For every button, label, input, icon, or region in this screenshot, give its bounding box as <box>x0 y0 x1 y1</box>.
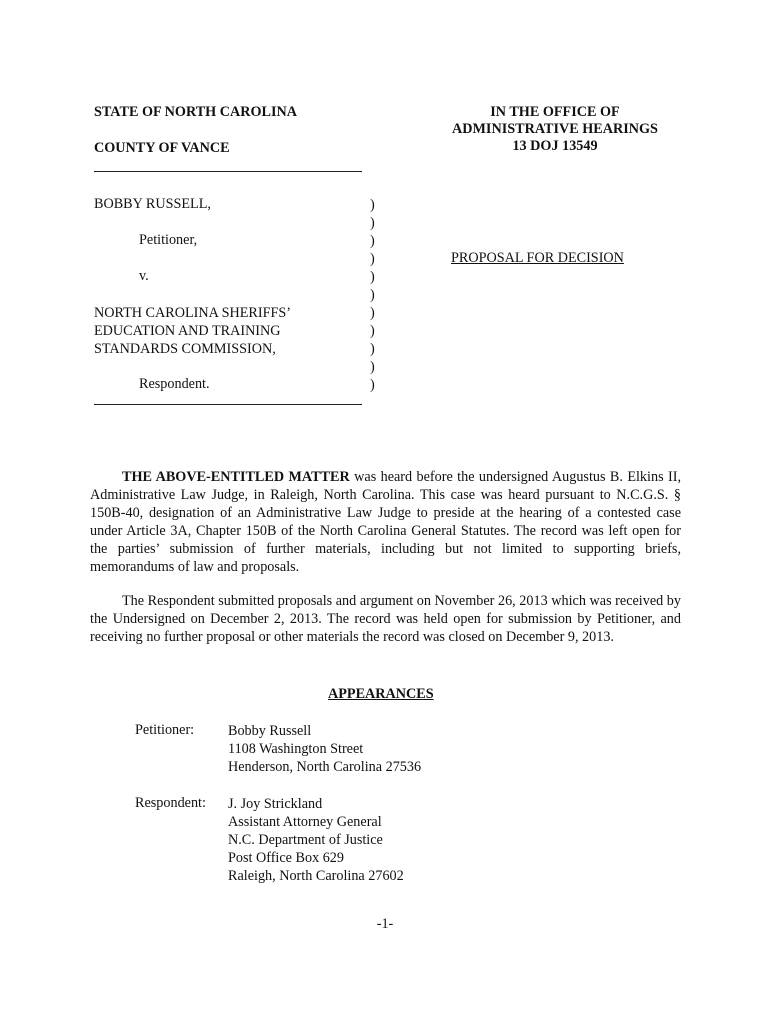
paren: ) <box>370 377 375 393</box>
caption-divider-bottom <box>94 404 362 405</box>
page-number: -1- <box>376 916 394 932</box>
petitioner-address <box>228 722 421 776</box>
county-heading: COUNTY OF VANCE <box>94 140 230 156</box>
paren: ) <box>370 305 375 321</box>
address-line: Bobby Russell <box>228 723 312 739</box>
caption-divider-top <box>94 171 362 172</box>
paragraph-2 <box>90 592 681 646</box>
paragraph-1-text: was heard before the undersigned Augustus B. Elkins II, Administrative Law Judge, in Raleigh, North Carolina. This case was heard pursuant to N.C.G.S. § 150B-40, designation of an Administrative Law Judge to preside at the hearing of a contested case under Article 3A, Chapter 150B of the North Carolina General Statutes. The record was left open for the parties’ submission of further materials, including but not limited to supporting briefs, memorandums of law and proposals. <box>90 469 681 576</box>
state-heading: STATE OF NORTH CAROLINA <box>94 104 298 120</box>
caption-parens <box>370 196 375 394</box>
versus: v. <box>139 268 149 284</box>
petitioner-name: BOBBY RUSSELL, <box>94 196 211 212</box>
address-line: N.C. Department of Justice <box>228 832 383 848</box>
paren: ) <box>370 359 375 375</box>
paren: ) <box>370 341 375 357</box>
paren: ) <box>370 233 375 249</box>
appearances-respondent-label: Respondent: <box>135 795 206 811</box>
address-line: Raleigh, North Carolina 27602 <box>228 868 404 884</box>
office-line-1: IN THE OFFICE OF <box>490 104 620 120</box>
address-line: 1108 Washington Street <box>228 741 364 757</box>
paren: ) <box>370 287 375 303</box>
paren: ) <box>370 269 375 285</box>
address-line: Henderson, North Carolina 27536 <box>228 759 422 775</box>
address-line: J. Joy Strickland <box>228 796 323 812</box>
paren: ) <box>370 323 375 339</box>
paragraph-1-lead: THE ABOVE-ENTITLED MATTER <box>122 469 350 486</box>
case-number: 13 DOJ 13549 <box>512 138 598 154</box>
office-heading <box>420 104 690 155</box>
appearances-petitioner-label: Petitioner: <box>135 722 195 738</box>
paragraph-2-text: The Respondent submitted proposals and argument on November 26, 2013 which was received by the Undersigned on December 2, 2013. The record was held open for submission by Petitioner, and receiving no further proposal or other materials the record was closed on December 9, 2013. <box>90 593 681 646</box>
paren: ) <box>370 251 375 267</box>
respondent-label: Respondent. <box>139 376 210 392</box>
respondent-name <box>94 304 291 358</box>
appearances-heading: APPEARANCES <box>328 686 434 702</box>
office-line-2: ADMINISTRATIVE HEARINGS <box>452 121 658 137</box>
paren: ) <box>370 215 375 231</box>
address-line: Assistant Attorney General <box>228 814 382 830</box>
respondent-address <box>228 795 404 885</box>
petitioner-label: Petitioner, <box>139 232 198 248</box>
paragraph-1 <box>90 468 681 576</box>
respondent-line-3: STANDARDS COMMISSION, <box>94 341 276 357</box>
address-line: Post Office Box 629 <box>228 850 344 866</box>
respondent-line-2: EDUCATION AND TRAINING <box>94 323 281 339</box>
paren: ) <box>370 197 375 213</box>
respondent-line-1: NORTH CAROLINA SHERIFFS’ <box>94 305 292 321</box>
document-title: PROPOSAL FOR DECISION <box>451 250 624 266</box>
